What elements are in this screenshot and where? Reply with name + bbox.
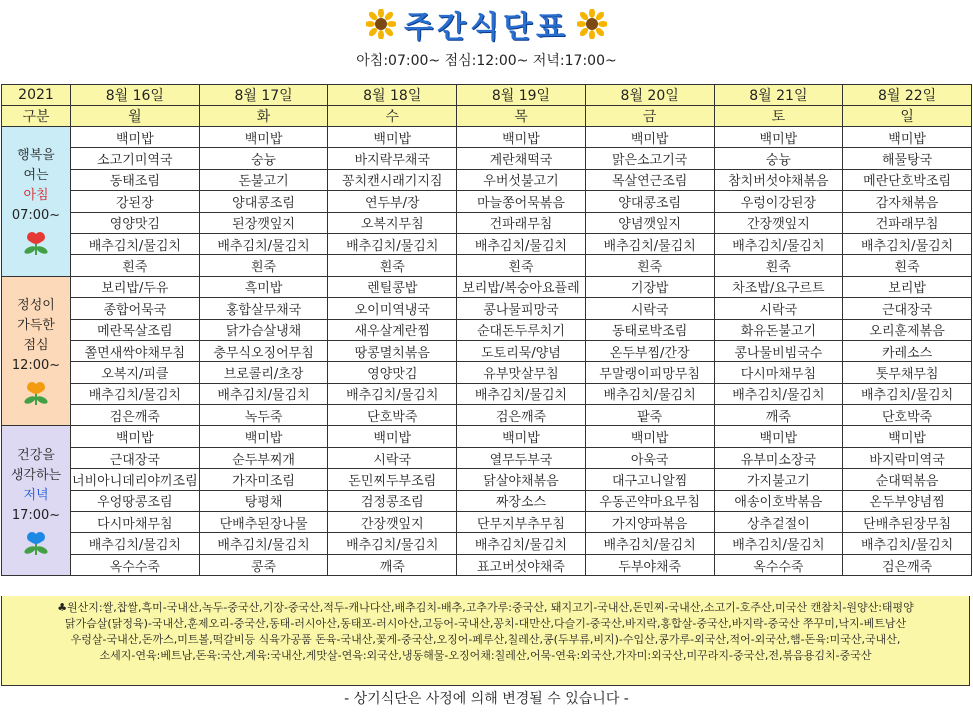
origin-note-line: 소세지-연육:베트남,돈육:국산,계육:국내산,게맛살-연육:외국산,냉동해물-오징어채:칠레산,어묵-연육:외국산,가자미:외국산,미꾸라지-중국산,전,볶음용김치-중국산 [99, 649, 872, 662]
meal-time: 17:00~ [11, 507, 61, 523]
breakfast-menu-row [2, 127, 972, 148]
breakfast-menu-row [2, 212, 972, 233]
menu-item: 애송이호박볶음 [714, 490, 843, 511]
lunch-menu-row [2, 340, 972, 361]
menu-item: 보리밥/두유 [71, 276, 200, 297]
weekday-row [2, 106, 972, 127]
menu-item: 다시마채무침 [71, 512, 200, 533]
menu-item: 간장깻잎지 [714, 212, 843, 233]
menu-item: 대구고니알찜 [585, 469, 714, 490]
dinner-label [2, 426, 71, 576]
menu-item: 동태조림 [71, 169, 200, 190]
menu-item: 두부야채죽 [585, 554, 714, 575]
menu-item: 유부맛살무침 [457, 362, 586, 383]
weekly-menu-table [1, 84, 972, 576]
menu-item: 기장밥 [585, 276, 714, 297]
menu-item: 배추김치/물김치 [199, 383, 328, 404]
menu-item: 단배추된장나물 [199, 512, 328, 533]
menu-item: 배추김치/물김치 [585, 533, 714, 554]
menu-item: 근대장국 [71, 447, 200, 468]
menu-item: 검은깨죽 [843, 554, 972, 575]
menu-item: 백미밥 [71, 426, 200, 447]
menu-item: 시락국 [714, 298, 843, 319]
breakfast-menu-row [2, 191, 972, 212]
menu-item: 콩죽 [199, 554, 328, 575]
menu-item: 닭살야채볶음 [457, 469, 586, 490]
dinner-menu-row [2, 533, 972, 554]
menu-item: 배추김치/물김치 [585, 233, 714, 254]
menu-item: 순대떡볶음 [843, 469, 972, 490]
menu-item: 백미밥 [457, 426, 586, 447]
weekday-cell: 화 [199, 106, 328, 127]
menu-item: 렌틸콩밥 [328, 276, 457, 297]
menu-item: 배추김치/물김치 [71, 233, 200, 254]
menu-item: 메란목살조림 [71, 319, 200, 340]
weekday-cell: 일 [843, 106, 972, 127]
menu-item: 오이미역냉국 [328, 298, 457, 319]
menu-item: 아욱국 [585, 447, 714, 468]
menu-item: 돈민찌두부조림 [328, 469, 457, 490]
menu-item: 동태로박조림 [585, 319, 714, 340]
menu-item: 참치버섯야채볶음 [714, 169, 843, 190]
date-cell: 8월 18일 [328, 85, 457, 106]
menu-item: 배추김치/물김치 [457, 533, 586, 554]
menu-item: 온두부찜/간장 [585, 340, 714, 361]
breakfast-menu-row [2, 255, 972, 276]
lunch-menu-row [2, 405, 972, 426]
year-cell: 2021 [2, 85, 71, 106]
menu-item: 배추김치/물김치 [71, 383, 200, 404]
lunch-menu-row [2, 276, 972, 297]
menu-item: 단무지부추무침 [457, 512, 586, 533]
menu-item: 배추김치/물김치 [71, 533, 200, 554]
menu-item: 백미밥 [843, 426, 972, 447]
menu-item: 감자채볶음 [843, 191, 972, 212]
menu-item: 배추김치/물김치 [328, 233, 457, 254]
menu-item: 양대콩조림 [585, 191, 714, 212]
menu-item: 꽁치캔시래기지짐 [328, 169, 457, 190]
menu-item: 무말랭이피망무침 [585, 362, 714, 383]
lunch-label [2, 276, 71, 426]
meal-time: 12:00~ [11, 358, 61, 374]
menu-item: 숭늉 [199, 148, 328, 169]
menu-item: 오복지무침 [328, 212, 457, 233]
menu-item: 새우살계란찜 [328, 319, 457, 340]
category-header: 구분 [2, 106, 71, 127]
menu-item: 소고기미역국 [71, 148, 200, 169]
meal-time: 07:00~ [11, 208, 61, 224]
menu-item: 배추김치/물김치 [457, 383, 586, 404]
menu-item: 상추겉절이 [714, 512, 843, 533]
weekday-cell: 목 [457, 106, 586, 127]
menu-item: 검정콩조림 [328, 490, 457, 511]
meal-name: 아침 [23, 188, 49, 204]
menu-item: 오복지/피클 [71, 362, 200, 383]
date-row [2, 85, 972, 106]
date-cell: 8월 17일 [199, 85, 328, 106]
menu-item: 배추김치/물김치 [457, 233, 586, 254]
menu-item: 가자미조림 [199, 469, 328, 490]
menu-item: 마늘쫑어묵볶음 [457, 191, 586, 212]
dinner-menu-row [2, 554, 972, 575]
dinner-menu-row [2, 512, 972, 533]
menu-item: 홍합살무채국 [199, 298, 328, 319]
menu-item: 배추김치/물김치 [843, 533, 972, 554]
menu-item: 우엉땅콩조림 [71, 490, 200, 511]
menu-item: 검은깨죽 [457, 405, 586, 426]
menu-item: 흰죽 [199, 255, 328, 276]
menu-item: 탕평채 [199, 490, 328, 511]
menu-item: 다시마채무침 [714, 362, 843, 383]
menu-item: 흰죽 [843, 255, 972, 276]
breakfast-menu-row [2, 169, 972, 190]
menu-item: 배추김치/물김치 [199, 233, 328, 254]
menu-item: 시락국 [585, 298, 714, 319]
menu-item: 온두부양념찜 [843, 490, 972, 511]
date-cell: 8월 21일 [714, 85, 843, 106]
menu-item: 시락국 [328, 447, 457, 468]
meal-slogan-line: 정성이 [17, 298, 55, 314]
menu-item: 단배추된장무침 [843, 512, 972, 533]
page-title: 주간식단표 [404, 10, 569, 45]
meal-slogan-line: 건강을 [17, 447, 55, 463]
footer-notice: - 상기식단은 사정에 의해 변경될 수 있습니다 - [344, 691, 629, 707]
lunch-menu-row [2, 319, 972, 340]
menu-item: 영양맛김 [71, 212, 200, 233]
menu-item: 보리밥/복숭아요플레 [457, 276, 586, 297]
menu-item: 흰죽 [714, 255, 843, 276]
menu-item: 가지불고기 [714, 469, 843, 490]
menu-item: 영양맛김 [328, 362, 457, 383]
menu-item: 계란채떡국 [457, 148, 586, 169]
menu-item: 양대콩조림 [199, 191, 328, 212]
menu-item: 백미밥 [328, 127, 457, 148]
dinner-menu-row [2, 447, 972, 468]
menu-item: 흰죽 [71, 255, 200, 276]
date-cell: 8월 19일 [457, 85, 586, 106]
menu-item: 건파래무침 [457, 212, 586, 233]
menu-item: 우렁이강된장 [714, 191, 843, 212]
lunch-menu-row [2, 383, 972, 404]
menu-item: 배추김치/물김치 [714, 233, 843, 254]
date-cell: 8월 20일 [585, 85, 714, 106]
flower-icon [21, 530, 51, 556]
origin-notes [1, 596, 970, 686]
meal-slogan-line: 가득한 [17, 318, 55, 334]
weekday-cell: 월 [71, 106, 200, 127]
menu-item: 배추김치/물김치 [714, 533, 843, 554]
menu-item: 검은깨죽 [71, 405, 200, 426]
menu-item: 양념깻잎지 [585, 212, 714, 233]
menu-item: 보리밥 [843, 276, 972, 297]
menu-item: 흑미밥 [199, 276, 328, 297]
meal-slogan-line: 여는 [23, 168, 49, 184]
menu-item: 배추김치/물김치 [328, 533, 457, 554]
dinner-menu-row [2, 426, 972, 447]
flower-icon [21, 230, 51, 256]
menu-item: 배추김치/물김치 [714, 383, 843, 404]
menu-item: 쫄면새싹야채무침 [71, 340, 200, 361]
menu-item: 근대장국 [843, 298, 972, 319]
menu-item: 차조밥/요구르트 [714, 276, 843, 297]
sunflower-icon [577, 9, 607, 39]
title-row [0, 6, 973, 45]
menu-item: 흰죽 [457, 255, 586, 276]
breakfast-menu-row [2, 148, 972, 169]
menu-item: 돈불고기 [199, 169, 328, 190]
sunflower-icon [366, 9, 396, 39]
menu-item: 깨죽 [714, 405, 843, 426]
menu-item: 녹두죽 [199, 405, 328, 426]
menu-item: 백미밥 [714, 127, 843, 148]
menu-item: 배추김치/물김치 [328, 383, 457, 404]
menu-item: 열무두부국 [457, 447, 586, 468]
menu-item: 표고버섯야채죽 [457, 554, 586, 575]
menu-item: 백미밥 [71, 127, 200, 148]
menu-item: 건파래무침 [843, 212, 972, 233]
menu-item: 단호박죽 [328, 405, 457, 426]
menu-item: 맑은소고기국 [585, 148, 714, 169]
origin-note-line: 우렁살-국내산,돈까스,미트볼,떡갈비등 식육가공품 돈육-국내산,꽃게-중국산,오징어-페루산,칠레산,콩(두부류,비지)-수입산,콩가루-외국산,적어-외국산,햄-돈육:미국산,국내산, [70, 633, 901, 646]
menu-item: 콩나물피망국 [457, 298, 586, 319]
menu-item: 백미밥 [714, 426, 843, 447]
menu-item: 땅콩멸치볶음 [328, 340, 457, 361]
menu-item: 연두부/장 [328, 191, 457, 212]
menu-item: 팥죽 [585, 405, 714, 426]
dinner-menu-row [2, 469, 972, 490]
menu-item: 브로콜리/초장 [199, 362, 328, 383]
menu-item: 해물탕국 [843, 148, 972, 169]
menu-item: 콩나물비빔국수 [714, 340, 843, 361]
menu-item: 백미밥 [843, 127, 972, 148]
menu-item: 바지락미역국 [843, 447, 972, 468]
date-cell: 8월 16일 [71, 85, 200, 106]
meal-name: 저녁 [23, 487, 49, 503]
origin-note-line: ♣원산지:쌀,찹쌀,흑미-국내산,녹두-중국산,기장-중국산,적두-캐나다산,배추김치-배추,고추가루:중국산, 돼지고기-국내산,돈민찌-국내산,소고기-호주산,미국산 캔참치-원양산:태평양 [57, 601, 914, 614]
menu-item: 숭늉 [714, 148, 843, 169]
menu-item: 바지락무채국 [328, 148, 457, 169]
meal-name: 점심 [23, 338, 49, 354]
menu-item: 유부미소장국 [714, 447, 843, 468]
weekday-cell: 금 [585, 106, 714, 127]
meal-slogan-line: 생각하는 [10, 467, 62, 483]
menu-item: 백미밥 [199, 127, 328, 148]
menu-item: 너비아니데리야끼조림 [71, 469, 200, 490]
menu-item: 화유돈불고기 [714, 319, 843, 340]
header [0, 0, 973, 84]
menu-item: 메란단호박조림 [843, 169, 972, 190]
menu-item: 오리훈제볶음 [843, 319, 972, 340]
breakfast-label [2, 127, 71, 277]
menu-item: 배추김치/물김치 [843, 383, 972, 404]
menu-item: 백미밥 [585, 426, 714, 447]
menu-item: 순대돈두루치기 [457, 319, 586, 340]
flower-icon [21, 380, 51, 406]
menu-item: 백미밥 [585, 127, 714, 148]
menu-item: 옥수수죽 [71, 554, 200, 575]
menu-item: 된장깻잎지 [199, 212, 328, 233]
menu-item: 배추김치/물김치 [843, 233, 972, 254]
menu-item: 배추김치/물김치 [585, 383, 714, 404]
menu-item: 강된장 [71, 191, 200, 212]
origin-note-line: 닭가슴살(닭정육)-국내산,훈제오리-중국산,동태-러시아산,동태포-러시아산,고등어-국내산,꽁치-대만산,다슬기-중국산,바지락,홍합살-중국산,바지락-중국산 쭈꾸미,낙지-베트남산 [64, 617, 907, 630]
menu-item: 우동곤약마요무침 [585, 490, 714, 511]
menu-item: 톳무채무침 [843, 362, 972, 383]
menu-item: 가지양파볶음 [585, 512, 714, 533]
weekday-cell: 토 [714, 106, 843, 127]
menu-item: 도토리묵/양념 [457, 340, 586, 361]
menu-item: 우버섯불고기 [457, 169, 586, 190]
menu-item: 흰죽 [585, 255, 714, 276]
breakfast-menu-row [2, 233, 972, 254]
menu-item: 깨죽 [328, 554, 457, 575]
menu-item: 목살연근조림 [585, 169, 714, 190]
menu-item: 닭가슴살냉채 [199, 319, 328, 340]
menu-item: 단호박죽 [843, 405, 972, 426]
lunch-menu-row [2, 362, 972, 383]
meal-times: 아침:07:00~ 점심:12:00~ 저녁:17:00~ [356, 53, 617, 69]
menu-item: 카레소스 [843, 340, 972, 361]
menu-item: 충무식오징어무침 [199, 340, 328, 361]
menu-item: 간장깻잎지 [328, 512, 457, 533]
dinner-menu-row [2, 490, 972, 511]
menu-item: 백미밥 [328, 426, 457, 447]
weekday-cell: 수 [328, 106, 457, 127]
menu-item: 순두부찌개 [199, 447, 328, 468]
date-cell: 8월 22일 [843, 85, 972, 106]
menu-item: 옥수수죽 [714, 554, 843, 575]
lunch-menu-row [2, 298, 972, 319]
meal-slogan-line: 행복을 [17, 148, 55, 164]
menu-item: 짜장소스 [457, 490, 586, 511]
menu-item: 흰죽 [328, 255, 457, 276]
menu-item: 배추김치/물김치 [199, 533, 328, 554]
menu-item: 백미밥 [457, 127, 586, 148]
menu-item: 종합어묵국 [71, 298, 200, 319]
menu-item: 백미밥 [199, 426, 328, 447]
